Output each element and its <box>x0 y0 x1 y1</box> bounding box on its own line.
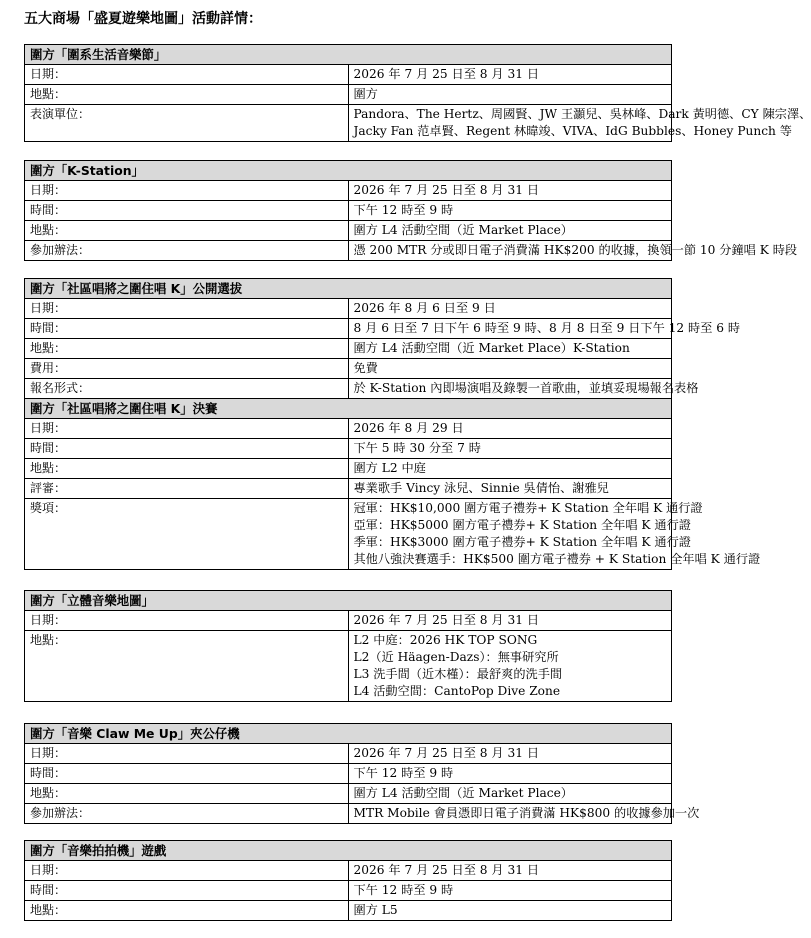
event-section-table <box>24 590 672 702</box>
value-line: Jacky Fan 范卓賢、Regent 林暐竣、VIVA、IdG Bubbles、Honey Punch 等 <box>353 124 792 138</box>
field-value <box>348 359 672 379</box>
field-value <box>348 65 672 85</box>
field-value <box>348 379 699 399</box>
field-label: 日期： <box>25 611 349 631</box>
field-label: 表演單位： <box>25 105 349 142</box>
field-value <box>348 499 761 570</box>
value-line: 下午 12 時至 9 時 <box>353 203 454 217</box>
field-label: 時間： <box>25 201 349 221</box>
field-value <box>348 881 672 901</box>
value-line: 冠軍：HK$10,000 圍方電子禮券+ K Station 全年唱 K 通行證 <box>353 501 703 515</box>
field-value <box>348 221 672 241</box>
value-line: L2（近 Häagen-Dazs）：無事研究所 <box>353 650 559 664</box>
field-label: 日期： <box>25 744 349 764</box>
table-row <box>25 439 672 459</box>
field-label: 地點： <box>25 901 349 921</box>
table-row <box>25 319 672 339</box>
field-label: 日期： <box>25 299 349 319</box>
field-label: 日期： <box>25 861 349 881</box>
field-value <box>348 201 672 221</box>
section-header-row <box>25 279 672 299</box>
field-value <box>348 85 672 105</box>
value-line: Pandora、The Hertz、周國賢、JW 王灝兒、吳林峰、Dark 黃明德、CY 陳宗澤、 <box>353 107 811 121</box>
value-line: 憑 200 MTR 分或即日電子消費滿 HK$200 的收據，換領一節 10 分鐘唱 K 時段 <box>353 243 798 257</box>
table-row <box>25 459 672 479</box>
value-line: L3 洗手間（近木槿）：最舒爽的洗手間 <box>353 667 563 681</box>
event-section-table <box>24 840 672 921</box>
field-label: 日期： <box>25 419 349 439</box>
table-row <box>25 611 672 631</box>
field-value <box>348 241 798 261</box>
table-row <box>25 764 672 784</box>
value-line: 2026 年 7 月 25 日至 8 月 31 日 <box>353 863 540 877</box>
field-value <box>348 631 672 702</box>
field-label: 時間： <box>25 439 349 459</box>
table-row <box>25 339 672 359</box>
value-line: 2026 年 7 月 25 日至 8 月 31 日 <box>353 183 540 197</box>
field-value <box>348 784 672 804</box>
table-row <box>25 241 672 261</box>
field-value <box>348 804 700 824</box>
section-header-row <box>25 724 672 744</box>
section-heading: 圍方「立體音樂地圖」 <box>25 591 672 611</box>
table-row <box>25 804 672 824</box>
field-value <box>348 419 672 439</box>
field-label: 時間： <box>25 764 349 784</box>
section-heading: 圍方「音樂拍拍機」遊戲 <box>25 841 672 861</box>
value-line: 亞軍：HK$5000 圍方電子禮券+ K Station 全年唱 K 通行證 <box>353 518 691 532</box>
field-value <box>348 319 741 339</box>
field-value <box>348 105 811 142</box>
field-label: 地點： <box>25 339 349 359</box>
document-title: 五大商場「盛夏遊樂地圖」活動詳情： <box>24 11 262 27</box>
table-row <box>25 201 672 221</box>
event-section-table <box>24 44 811 142</box>
field-label: 時間： <box>25 319 349 339</box>
section-header-row <box>25 45 672 65</box>
field-label: 日期： <box>25 181 349 201</box>
section-heading: 圍方「音樂 Claw Me Up」夾公仔機 <box>25 724 672 744</box>
table-row <box>25 499 672 570</box>
field-label: 評審： <box>25 479 349 499</box>
value-line: 免費 <box>353 361 378 375</box>
table-row <box>25 881 672 901</box>
field-value <box>348 479 672 499</box>
value-line: 下午 5 時 30 分至 7 時 <box>353 441 481 455</box>
field-label: 地點： <box>25 221 349 241</box>
field-value <box>348 901 672 921</box>
table-row <box>25 744 672 764</box>
field-value <box>348 861 672 881</box>
section-header-row <box>25 591 672 611</box>
section-heading: 圍方「圍系生活音樂節」 <box>25 45 672 65</box>
value-line: 2026 年 7 月 25 日至 8 月 31 日 <box>353 67 540 81</box>
table-row <box>25 221 672 241</box>
section-heading: 圍方「K-Station」 <box>25 161 672 181</box>
table-row <box>25 479 672 499</box>
event-section-table <box>24 723 700 824</box>
value-line: 圍方 L4 活動空間（近 Market Place）K-Station <box>353 341 630 355</box>
value-line: 圍方 L2 中庭 <box>353 461 426 475</box>
field-value <box>348 439 672 459</box>
value-line: MTR Mobile 會員憑即日電子消費滿 HK$800 的收據參加一次 <box>353 806 700 820</box>
value-line: 季軍：HK$3000 圍方電子禮券+ K Station 全年唱 K 通行證 <box>353 535 691 549</box>
field-value <box>348 764 672 784</box>
field-value <box>348 339 672 359</box>
value-line: 下午 12 時至 9 時 <box>353 766 454 780</box>
field-label: 參加辦法： <box>25 241 349 261</box>
field-label: 費用： <box>25 359 349 379</box>
section-header-row <box>25 841 672 861</box>
section-header-row <box>25 161 672 181</box>
table-row <box>25 631 672 702</box>
field-value <box>348 299 672 319</box>
field-value <box>348 744 672 764</box>
section-heading: 圍方「社區唱將之圍住唱 K」決賽 <box>25 399 672 419</box>
section-header-row <box>25 399 672 419</box>
value-line: 圍方 L5 <box>353 903 398 917</box>
value-line: 下午 12 時至 9 時 <box>353 883 454 897</box>
field-label: 地點： <box>25 459 349 479</box>
value-line: 2026 年 7 月 25 日至 8 月 31 日 <box>353 746 540 760</box>
field-value <box>348 611 672 631</box>
field-label: 日期： <box>25 65 349 85</box>
field-label: 地點： <box>25 631 349 702</box>
table-row <box>25 85 672 105</box>
value-line: 8 月 6 日至 7 日下午 6 時至 9 時、8 月 8 日至 9 日下午 12 時至 6 時 <box>353 321 741 335</box>
table-row <box>25 901 672 921</box>
section-heading: 圍方「社區唱將之圍住唱 K」公開選拔 <box>25 279 672 299</box>
table-row <box>25 419 672 439</box>
table-row <box>25 65 672 85</box>
value-line: 圍方 L4 活動空間（近 Market Place） <box>353 223 573 237</box>
field-label: 時間： <box>25 881 349 901</box>
field-value <box>348 181 672 201</box>
value-line: 專業歌手 Vincy 泳兒、Sinnie 吳倩怡、謝雅兒 <box>353 481 609 495</box>
field-value <box>348 459 672 479</box>
value-line: 2026 年 8 月 29 日 <box>353 421 464 435</box>
value-line: L4 活動空間：CantoPop Dive Zone <box>353 684 561 698</box>
field-label: 報名形式： <box>25 379 349 399</box>
field-label: 參加辦法： <box>25 804 349 824</box>
value-line: 圍方 <box>353 87 378 101</box>
value-line: L2 中庭：2026 HK TOP SONG <box>353 633 538 647</box>
value-line: 2026 年 7 月 25 日至 8 月 31 日 <box>353 613 540 627</box>
table-row <box>25 861 672 881</box>
table-row <box>25 379 672 399</box>
event-section-table <box>24 278 761 570</box>
value-line: 圍方 L4 活動空間（近 Market Place） <box>353 786 573 800</box>
value-line: 於 K-Station 內即場演唱及錄製一首歌曲，並填妥現場報名表格 <box>353 381 699 395</box>
event-section-table <box>24 160 798 261</box>
table-row <box>25 181 672 201</box>
field-label: 地點： <box>25 85 349 105</box>
table-row <box>25 105 672 142</box>
table-row <box>25 299 672 319</box>
table-row <box>25 784 672 804</box>
field-label: 地點： <box>25 784 349 804</box>
table-row <box>25 359 672 379</box>
value-line: 2026 年 8 月 6 日至 9 日 <box>353 301 496 315</box>
value-line: 其他八強決賽選手：HK$500 圍方電子禮券 + K Station 全年唱 K 通行證 <box>353 552 761 566</box>
field-label: 獎項： <box>25 499 349 570</box>
